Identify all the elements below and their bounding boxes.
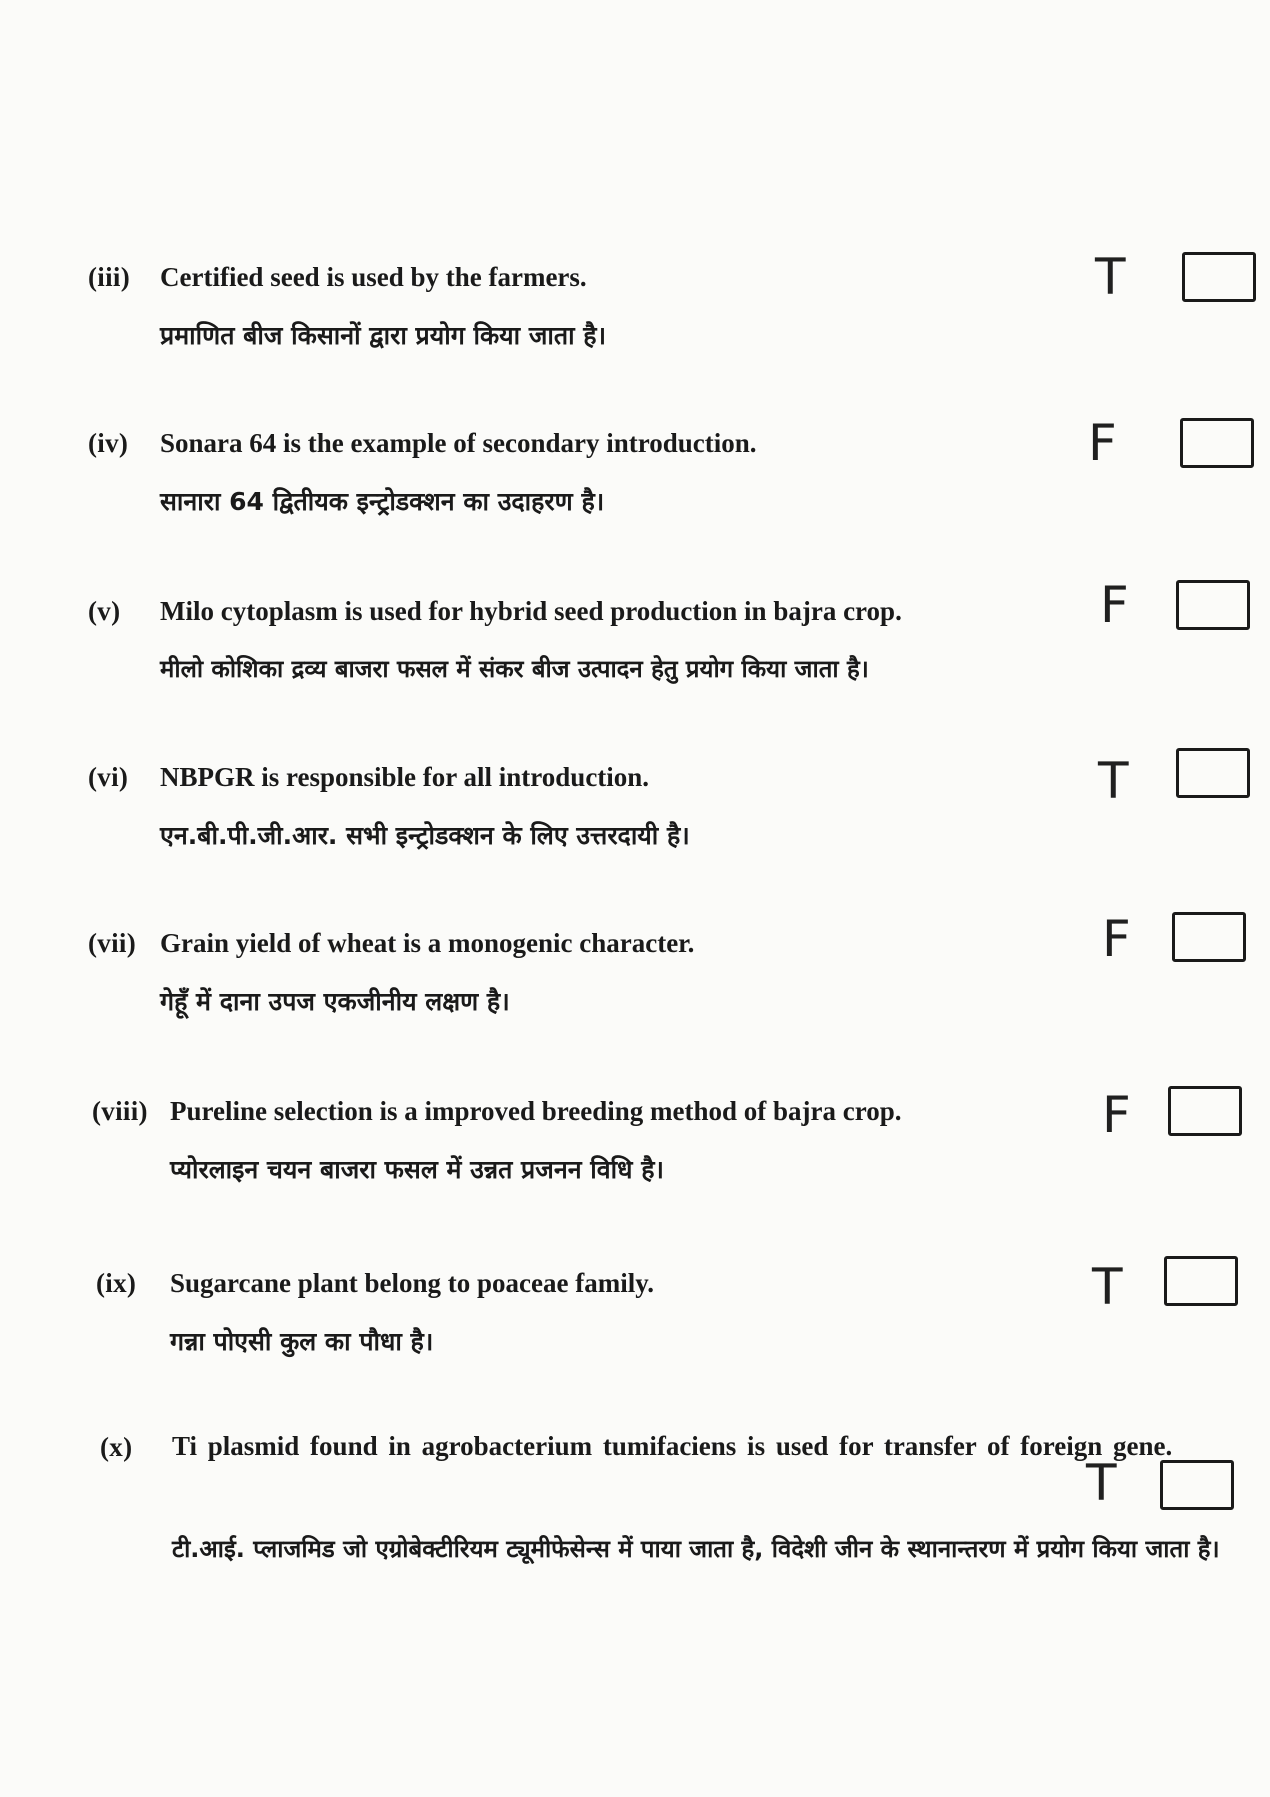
answer-box[interactable] — [1180, 418, 1254, 468]
question-text-hindi: सानारा 64 द्वितीयक इन्ट्रोडक्शन का उदाहरण है। — [160, 487, 605, 516]
question-text-english: Milo cytoplasm is used for hybrid seed production in bajra crop. — [160, 596, 902, 626]
handwritten-answer: T — [1095, 248, 1126, 306]
question-text-english: Grain yield of wheat is a monogenic character. — [160, 928, 695, 958]
question-text-hindi: गन्ना पोएसी कुल का पौधा है। — [170, 1327, 434, 1356]
handwritten-answer: T — [1086, 1454, 1117, 1512]
question-text-hindi: प्रमाणित बीज किसानों द्वारा प्रयोग किया जाता है। — [160, 321, 607, 350]
question-number: (iv) — [88, 428, 129, 458]
question-text-hindi: एन.बी.पी.जी.आर. सभी इन्ट्रोडक्शन के लिए उत्तरदायी है। — [160, 821, 690, 850]
question-text-english: NBPGR is responsible for all introduction. — [160, 762, 650, 792]
question-number: (ix) — [96, 1268, 137, 1298]
answer-box[interactable] — [1172, 912, 1246, 962]
handwritten-answer: F — [1102, 1086, 1131, 1144]
answer-box[interactable] — [1160, 1460, 1234, 1510]
question-text-hindi: गेहूँ में दाना उपज एकजीनीय लक्षण है। — [160, 987, 510, 1016]
question-text-english: Sonara 64 is the example of secondary introduction. — [160, 428, 757, 458]
answer-box[interactable] — [1176, 748, 1250, 798]
question-text-english: Pureline selection is a improved breeding method of bajra crop. — [170, 1096, 902, 1126]
answer-box[interactable] — [1182, 252, 1256, 302]
answer-box[interactable] — [1168, 1086, 1242, 1136]
question-number: (v) — [88, 596, 121, 626]
question-text-english: Certified seed is used by the farmers. — [160, 262, 587, 292]
handwritten-answer: T — [1098, 752, 1129, 810]
handwritten-answer: T — [1092, 1258, 1123, 1316]
handwritten-answer: F — [1088, 414, 1117, 472]
answer-box[interactable] — [1164, 1256, 1238, 1306]
handwritten-answer: F — [1100, 576, 1129, 634]
question-text-english: Sugarcane plant belong to poaceae family. — [170, 1268, 655, 1298]
question-number: (x) — [100, 1432, 133, 1462]
question-number: (iii) — [88, 262, 130, 292]
question-text-english: Ti plasmid found in agrobacterium tumifaciens is used for transfer of foreign gene. — [172, 1431, 1173, 1461]
question-text-hindi: प्योरलाइन चयन बाजरा फसल में उन्नत प्रजनन विधि है। — [170, 1155, 664, 1184]
question-number: (viii) — [92, 1096, 148, 1126]
handwritten-answer: F — [1102, 910, 1131, 968]
question-text-hindi: टी.आई. प्लाजमिड जो एग्रोबेक्टीरियम ट्यूमीफेसेन्स में पाया जाता है, विदेशी जीन के स्थानान्तरण में प्रयोग किया जाता है। — [172, 1535, 1220, 1563]
question-text-hindi: मीलो कोशिका द्रव्य बाजरा फसल में संकर बीज उत्पादन हेतु प्रयोग किया जाता है। — [160, 655, 869, 683]
question-number: (vi) — [88, 762, 129, 792]
answer-box[interactable] — [1176, 580, 1250, 630]
question-number: (vii) — [88, 928, 136, 958]
